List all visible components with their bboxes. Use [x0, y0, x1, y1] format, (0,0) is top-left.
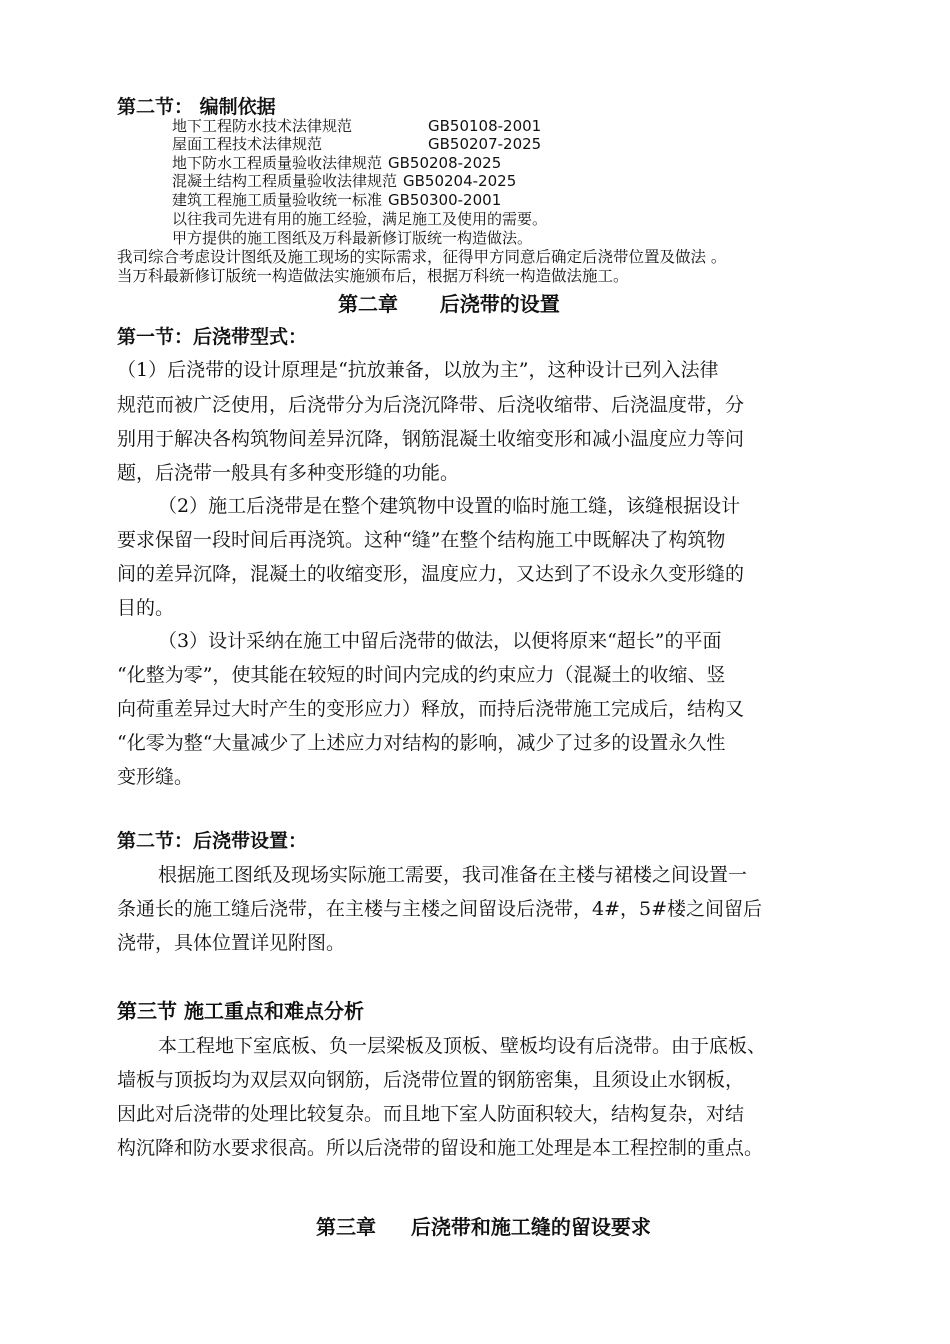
reference-code: GB50108-2001 — [428, 117, 542, 135]
paragraph-line: 变形缝。 — [117, 766, 194, 788]
reference-item — [172, 154, 501, 172]
paragraph-line: 别用于解决各构筑物间差异沉降，钢筋混凝土收缩变形和减小温度应力等问 — [117, 428, 745, 450]
paragraph-line: （2）施工后浇带是在整个建筑物中设置的临时施工缝，该缝根据设计 — [158, 495, 741, 517]
paragraph-line: 浇带，具体位置详见附图。 — [117, 932, 346, 954]
reference-item — [172, 117, 542, 135]
paragraph-line: 目的。 — [117, 597, 175, 619]
paragraph-line: 题，后浇带一般具有多种变形缝的功能。 — [117, 462, 460, 484]
basis-paragraph-line: 当万科最新修订版统一构造做法实施颁布后，根据万科统一构造做法施工。 — [117, 267, 629, 285]
paragraph-line: （3）设计采纳在施工中留后浇带的做法，以便将原来“超长”的平面 — [158, 630, 722, 652]
reference-name: 建筑工程施工质量验收统一标准 — [172, 191, 383, 209]
reference-item — [172, 135, 542, 153]
paragraph-line: 规范而被广泛使用，后浇带分为后浇沉降带、后浇收缩带、后浇温度带，分 — [117, 394, 745, 416]
reference-code: GB50207-2025 — [428, 135, 542, 153]
reference-code: GB50208-2025 — [388, 154, 502, 172]
paragraph-line: 本工程地下室底板、负一层梁板及顶板、壁板均设有后浇带。由于底板、 — [158, 1035, 767, 1057]
paragraph-line: 构沉降和防水要求很高。所以后浇带的留设和施工处理是本工程控制的重点。 — [117, 1137, 764, 1159]
reference-code: GB50204-2025 — [403, 172, 517, 190]
paragraph-line: 向荷重差异过大时产生的变形应力）释放，而持后浇带施工完成后，结构又 — [117, 698, 745, 720]
basis-paragraph-line: 我司综合考虑设计图纸及施工现场的实际需求，征得甲方同意后确定后浇带位置及做法 。 — [117, 248, 727, 266]
paragraph-line: 墙板与顶扳均为双层双向钢筋，后浇带位置的钢筋密集，且须设止水钢板， — [117, 1069, 745, 1091]
section-heading-type: 第一节：后浇带型式： — [117, 326, 308, 348]
paragraph-line: 条通长的施工缝后浇带，在主楼与主楼之间留设后浇带，4#，5#楼之间留后 — [117, 898, 763, 920]
reference-name: 地下防水工程质量验收法律规范 — [172, 154, 383, 172]
section-heading-analysis: 第三节 施工重点和难点分析 — [117, 999, 364, 1023]
section-heading-basis: 第二节： 编制依据 — [117, 96, 276, 118]
reference-item — [172, 191, 501, 209]
reference-code: GB50300-2001 — [388, 191, 502, 209]
paragraph-line: 根据施工图纸及现场实际施工需要，我司准备在主楼与裙楼之间设置一 — [158, 864, 748, 886]
basis-note: 甲方提供的施工图纸及万科最新修订版统一构造做法。 — [172, 229, 533, 247]
reference-name: 地下工程防水技术法律规范 — [172, 117, 353, 135]
paragraph-line: 要求保留一段时间后再浇筑。这种“缝”在整个结构施工中既解决了构筑物 — [117, 529, 726, 551]
paragraph-line: “化零为整“大量减少了上述应力对结构的影响，减少了过多的设置永久性 — [117, 732, 726, 754]
paragraph-line: （1）后浇带的设计原理是“抗放兼备，以放为主”，这种设计已列入法律 — [117, 359, 719, 381]
reference-name: 混凝土结构工程质量验收法律规范 — [172, 172, 398, 190]
chapter-title: 第二章 后浇带的设置 — [338, 292, 560, 316]
chapter-title: 第三章 后浇带和施工缝的留设要求 — [316, 1215, 651, 1239]
paragraph-line: 间的差异沉降，混凝土的收缩变形，温度应力，又达到了不设永久变形缝的 — [117, 563, 745, 585]
section-heading-setting: 第二节：后浇带设置： — [117, 830, 308, 852]
paragraph-line: “化整为零”，使其能在较短的时间内完成的约束应力（混凝土的收缩、竖 — [117, 664, 726, 686]
reference-name: 屋面工程技术法律规范 — [172, 135, 323, 153]
reference-item — [172, 172, 516, 190]
paragraph-line: 因此对后浇带的处理比较复杂。而且地下室人防面积较大，结构复杂，对结 — [117, 1103, 745, 1125]
basis-note: 以往我司先进有用的施工经验，满足施工及使用的需要。 — [172, 210, 548, 228]
